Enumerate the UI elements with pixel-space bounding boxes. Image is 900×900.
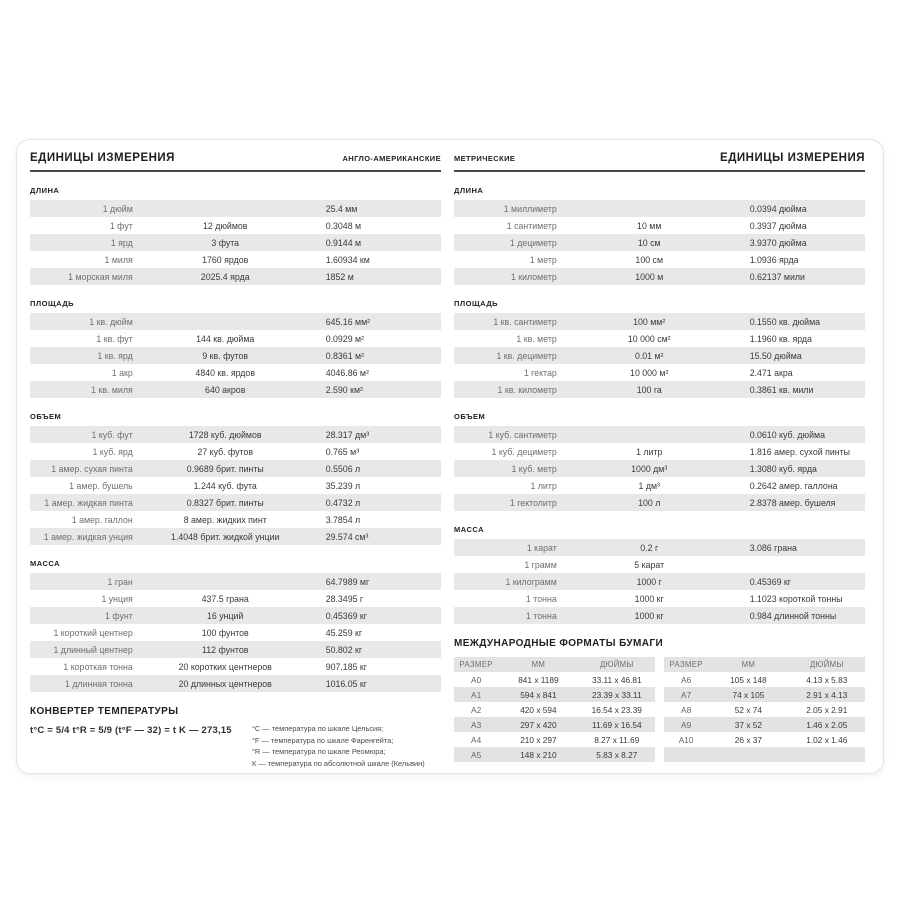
paper-size-cell: A6 (681, 674, 692, 685)
unit-cell: 1 куб. метр (511, 463, 557, 474)
table-row (30, 234, 441, 251)
unit-cell: 1 тонна (525, 610, 557, 621)
table-row (30, 494, 441, 511)
paper-size-cell: A9 (681, 719, 692, 730)
table-row (30, 443, 441, 460)
value-cell: 0.9144 м (325, 237, 362, 248)
units-table (454, 313, 865, 398)
table-row (30, 675, 441, 692)
equivalent-cell: 1000 кг (634, 593, 664, 604)
table-row (30, 330, 441, 347)
unit-cell: 1 карат (526, 542, 557, 553)
units-table (30, 313, 441, 398)
table-row (30, 268, 441, 285)
equivalent-cell: 1 литр (636, 446, 663, 457)
table-row (30, 364, 441, 381)
unit-cell: 1 миллиметр (503, 203, 557, 214)
paper-row (454, 732, 655, 747)
paper-inch-cell: 1.02 x 1.46 (806, 734, 848, 745)
section-title: МАССА (30, 559, 61, 568)
value-cell: 0.2642 амер. галлона (749, 480, 838, 491)
table-row (454, 477, 865, 494)
paper-inch-cell: 5.83 x 8.27 (596, 749, 638, 760)
equivalent-cell: 27 куб. футов (197, 446, 254, 457)
paper-inch-cell: 11.69 x 16.54 (591, 719, 642, 730)
paper-size-cell: A1 (471, 689, 482, 700)
units-table (30, 573, 441, 692)
table-row (454, 539, 865, 556)
unit-cell: 1 гектолитр (509, 497, 557, 508)
paper-inch-cell: 16.54 x 23.39 (591, 704, 642, 715)
value-cell: 1.0936 ярда (749, 254, 799, 265)
table-row (30, 607, 441, 624)
value-cell: 28.3495 г (325, 593, 364, 604)
equivalent-cell: 2025.4 ярда (200, 271, 250, 282)
paper-table-a6-a10 (664, 657, 865, 762)
paper-size-cell: A10 (678, 734, 694, 745)
table-row (30, 658, 441, 675)
temperature-converter-title: КОНВЕРТЕР ТЕМПЕРАТУРЫ (30, 706, 179, 717)
equivalent-cell: 1.4048 брит. жидкой унции (171, 531, 280, 542)
value-cell: 0.62137 мили (749, 271, 805, 282)
unit-cell: 1 кв. миля (91, 384, 133, 395)
table-row (454, 200, 865, 217)
equivalent-cell: 112 фунтов (202, 644, 249, 655)
units-table (454, 539, 865, 624)
paper-inch-cell: 1.46 x 2.05 (806, 719, 848, 730)
equivalent-cell: 0.8327 брит. пинты (186, 497, 264, 508)
paper-mm-cell: 26 x 37 (734, 734, 763, 745)
unit-cell: 1 куб. сантиметр (488, 429, 557, 440)
value-cell: 0.0394 дюйма (749, 203, 807, 214)
header-rule (454, 170, 865, 172)
value-cell: 1.60934 км (325, 254, 370, 265)
value-cell: 0.3861 кв. мили (749, 384, 814, 395)
value-cell: 0.3048 м (325, 220, 362, 231)
paper-header-cell: ДЮЙМЫ (809, 660, 844, 669)
equivalent-cell: 10 см (637, 237, 661, 248)
table-row (454, 217, 865, 234)
legend-line: К — температура по абсолютной шкале (Кельвин) (251, 758, 425, 768)
table-row (454, 381, 865, 398)
section (454, 186, 865, 285)
table-row (30, 511, 441, 528)
value-cell: 1.1023 короткой тонны (749, 593, 843, 604)
equivalent-cell: 1728 куб. дюймов (188, 429, 262, 440)
temperature-converter-body (30, 725, 441, 769)
unit-cell: 1 литр (530, 480, 557, 491)
units-table (30, 426, 441, 545)
section (30, 186, 441, 285)
header-rule (30, 170, 441, 172)
unit-cell: 1 кв. дюйм (89, 316, 133, 327)
paper-row (664, 732, 865, 747)
paper-row (664, 717, 865, 732)
table-row (454, 268, 865, 285)
right-page-header (454, 150, 865, 164)
paper-row (454, 702, 655, 717)
table-row (454, 330, 865, 347)
unit-cell: 1 кв. сантиметр (493, 316, 557, 327)
equivalent-cell: 5 карат (634, 559, 665, 570)
value-cell: 45.259 кг (325, 627, 363, 638)
section-title: ОБЪЕМ (454, 412, 486, 421)
units-table (30, 200, 441, 285)
table-row (30, 381, 441, 398)
paper-row (664, 747, 865, 762)
paper-mm-cell: 594 x 841 (520, 689, 557, 700)
page-subtitle-anglo-american: АНГЛО-АМЕРИКАНСКИЕ (342, 154, 441, 163)
left-sections (30, 186, 441, 692)
unit-cell: 1 амер. галлон (71, 514, 133, 525)
legend-line: °R — температура по шкале Реомюра; (251, 747, 386, 756)
unit-cell: 1 унция (101, 593, 133, 604)
temperature-formula: t°C = 5/4 t°R = 5/9 (t°F — 32) = t K — 273,15 (30, 725, 232, 736)
equivalent-cell: 3 фута (211, 237, 240, 248)
planner-spread (16, 139, 884, 774)
unit-cell: 1 короткий центнер (53, 627, 133, 638)
paper-inch-cell: 23.39 x 33.11 (591, 689, 642, 700)
paper-header-cell: РАЗМЕР (669, 660, 703, 669)
value-cell: 64.7989 мг (325, 576, 370, 587)
paper-formats-title: МЕЖДУНАРОДНЫЕ ФОРМАТЫ БУМАГИ (454, 638, 664, 649)
unit-cell: 1 ярд (110, 237, 133, 248)
unit-cell: 1 гран (107, 576, 133, 587)
table-row (30, 217, 441, 234)
paper-formats-tables (454, 657, 865, 762)
equivalent-cell: 4840 кв. ярдов (195, 367, 255, 378)
paper-mm-cell: 148 x 210 (520, 749, 557, 760)
value-cell: 1.816 амер. сухой пинты (749, 446, 850, 457)
value-cell: 2.590 км² (325, 384, 363, 395)
paper-row (664, 702, 865, 717)
value-cell: 0.0610 куб. дюйма (749, 429, 825, 440)
value-cell: 1.1960 кв. ярда (749, 333, 812, 344)
table-row (454, 251, 865, 268)
value-cell: 4046.86 м² (325, 367, 369, 378)
value-cell: 35.239 л (325, 480, 361, 491)
unit-cell: 1 длинный центнер (53, 644, 133, 655)
equivalent-cell: 1000 м (635, 271, 664, 282)
paper-table-a0-a5 (454, 657, 655, 762)
paper-size-cell: A3 (471, 719, 482, 730)
section-title: МАССА (454, 525, 485, 534)
table-row (454, 364, 865, 381)
page-right (454, 150, 865, 765)
table-row (454, 590, 865, 607)
unit-cell: 1 амер. бушель (69, 480, 133, 491)
equivalent-cell: 1000 г (636, 576, 662, 587)
equivalent-cell: 1760 ярдов (202, 254, 249, 265)
equivalent-cell: 16 унций (207, 610, 244, 621)
value-cell: 2.8378 амер. бушеля (749, 497, 836, 508)
unit-cell: 1 фунт (104, 610, 133, 621)
temperature-converter (30, 706, 441, 769)
value-cell: 0.45369 кг (325, 610, 367, 621)
value-cell: 907.185 кг (325, 661, 367, 672)
equivalent-cell: 9 кв. футов (202, 350, 249, 361)
unit-cell: 1 кв. дециметр (496, 350, 557, 361)
equivalent-cell: 10 000 см² (627, 333, 671, 344)
value-cell: 2.471 акра (749, 367, 793, 378)
equivalent-cell: 437.5 грана (201, 593, 249, 604)
paper-mm-cell: 420 x 594 (520, 704, 557, 715)
unit-cell: 1 куб. дециметр (491, 446, 557, 457)
units-table (454, 426, 865, 511)
paper-size-cell: A0 (471, 674, 482, 685)
table-row (30, 460, 441, 477)
value-cell: 0.0929 м² (325, 333, 365, 344)
legend-line: °C — температура по шкале Цельсия; (251, 724, 384, 733)
table-row (30, 624, 441, 641)
page-subtitle-metric: МЕТРИЧЕСКИЕ (454, 154, 516, 163)
value-cell: 3.7854 л (325, 514, 361, 525)
unit-cell: 1 амер. жидкая унция (43, 531, 133, 542)
unit-cell: 1 кв. фут (96, 333, 133, 344)
section (454, 299, 865, 398)
value-cell: 1016.05 кг (325, 678, 367, 689)
temperature-legend (252, 723, 441, 769)
table-row (30, 477, 441, 494)
left-page-header (30, 150, 441, 164)
paper-inch-cell: 8.27 x 11.69 (594, 734, 640, 745)
table-row (30, 313, 441, 330)
value-cell: 0.4732 л (325, 497, 361, 508)
section-title: ДЛИНА (454, 186, 484, 195)
unit-cell: 1 килограмм (505, 576, 557, 587)
paper-header-row (454, 657, 655, 672)
unit-cell: 1 короткая тонна (63, 661, 133, 672)
table-row (454, 573, 865, 590)
section (454, 525, 865, 624)
paper-inch-cell: 4.13 x 5.83 (806, 674, 848, 685)
table-row (454, 460, 865, 477)
paper-size-cell: A2 (471, 704, 482, 715)
paper-mm-cell: 297 x 420 (520, 719, 557, 730)
paper-row (664, 672, 865, 687)
table-row (30, 573, 441, 590)
paper-size-cell: A4 (471, 734, 482, 745)
paper-size-cell: A5 (471, 749, 482, 760)
equivalent-cell: 144 кв. дюйма (196, 333, 255, 344)
paper-header-cell: РАЗМЕР (459, 660, 493, 669)
paper-mm-cell: 105 x 148 (730, 674, 767, 685)
table-row (454, 313, 865, 330)
page-title: ЕДИНИЦЫ ИЗМЕРЕНИЯ (720, 152, 865, 164)
table-row (30, 251, 441, 268)
value-cell: 29.574 см³ (325, 531, 369, 542)
equivalent-cell: 1000 кг (634, 610, 664, 621)
value-cell: 0.5506 л (325, 463, 361, 474)
unit-cell: 1 километр (510, 271, 557, 282)
unit-cell: 1 гектар (523, 367, 557, 378)
equivalent-cell: 100 га (636, 384, 662, 395)
value-cell: 0.8361 м² (325, 350, 365, 361)
unit-cell: 1 дюйм (102, 203, 133, 214)
section-title: ПЛОЩАДЬ (454, 299, 499, 308)
paper-header-cell: ДЮЙМЫ (599, 660, 634, 669)
unit-cell: 1 тонна (525, 593, 557, 604)
equivalent-cell: 12 дюймов (202, 220, 248, 231)
unit-cell: 1 амер. жидкая пинта (44, 497, 133, 508)
paper-inch-cell: 33.11 x 46.81 (591, 674, 642, 685)
paper-inch-cell: 2.91 x 4.13 (806, 689, 848, 700)
equivalent-cell: 1000 дм³ (631, 463, 668, 474)
paper-size-cell: A8 (681, 704, 692, 715)
value-cell: 3.9370 дюйма (749, 237, 807, 248)
section (30, 412, 441, 545)
table-row (454, 607, 865, 624)
value-cell: 25.4 мм (325, 203, 358, 214)
equivalent-cell: 0.01 м² (634, 350, 664, 361)
table-row (454, 347, 865, 364)
equivalent-cell: 100 фунтов (201, 627, 249, 638)
table-row (454, 443, 865, 460)
unit-cell: 1 длинная тонна (64, 678, 133, 689)
paper-row (454, 672, 655, 687)
value-cell: 0.1550 кв. дюйма (749, 316, 821, 327)
unit-cell: 1 фут (109, 220, 133, 231)
paper-mm-cell: 210 x 297 (520, 734, 557, 745)
equivalent-cell: 100 мм² (633, 316, 666, 327)
unit-cell: 1 куб. фут (91, 429, 133, 440)
unit-cell: 1 акр (111, 367, 133, 378)
unit-cell: 1 амер. сухая пинта (51, 463, 133, 474)
paper-mm-cell: 841 x 1189 (518, 674, 559, 685)
equivalent-cell: 0.9689 брит. пинты (186, 463, 264, 474)
equivalent-cell: 20 коротких центнеров (178, 661, 272, 672)
section-title: ДЛИНА (30, 186, 60, 195)
unit-cell: 1 куб. ярд (92, 446, 133, 457)
value-cell: 15.50 дюйма (749, 350, 802, 361)
paper-row (454, 717, 655, 732)
equivalent-cell: 1 дм³ (638, 480, 660, 491)
paper-header-row (664, 657, 865, 672)
table-row (30, 590, 441, 607)
paper-mm-cell: 37 x 52 (734, 719, 763, 730)
table-row (454, 556, 865, 573)
section-title: ПЛОЩАДЬ (30, 299, 75, 308)
value-cell: 50.802 кг (325, 644, 363, 655)
equivalent-cell: 640 акров (205, 384, 246, 395)
table-row (454, 234, 865, 251)
unit-cell: 1 сантиметр (506, 220, 557, 231)
right-sections (454, 186, 865, 624)
unit-cell: 1 кв. ярд (97, 350, 133, 361)
section (454, 412, 865, 511)
paper-row (454, 687, 655, 702)
paper-mm-cell: 52 x 74 (734, 704, 763, 715)
section (30, 559, 441, 692)
equivalent-cell: 10 000 м² (630, 367, 669, 378)
equivalent-cell: 0.2 г (640, 542, 659, 553)
equivalent-cell: 8 амер. жидких пинт (183, 514, 267, 525)
paper-formats (454, 638, 865, 762)
paper-row (664, 687, 865, 702)
value-cell: 0.45369 кг (749, 576, 791, 587)
table-row (454, 426, 865, 443)
value-cell: 645.16 мм² (325, 316, 371, 327)
table-row (30, 200, 441, 217)
table-row (30, 528, 441, 545)
equivalent-cell: 20 длинных центнеров (178, 678, 272, 689)
unit-cell: 1 кв. километр (497, 384, 557, 395)
units-table (454, 200, 865, 285)
paper-row (454, 747, 655, 762)
unit-cell: 1 дециметр (509, 237, 557, 248)
table-row (454, 494, 865, 511)
legend-line: °F — температура по шкале Фаренгейта; (251, 735, 394, 745)
unit-cell: 1 грамм (524, 559, 557, 570)
equivalent-cell: 100 см (635, 254, 663, 265)
section (30, 299, 441, 398)
table-row (30, 641, 441, 658)
section-title: ОБЪЕМ (30, 412, 62, 421)
unit-cell: 1 миля (104, 254, 133, 265)
table-row (30, 347, 441, 364)
paper-header-cell: ММ (741, 660, 756, 669)
page-left (30, 150, 441, 768)
value-cell: 1852 м (325, 271, 354, 282)
equivalent-cell: 1.244 куб. фута (193, 480, 257, 491)
value-cell: 3.086 грана (749, 542, 797, 553)
table-row (30, 426, 441, 443)
value-cell: 0.3937 дюйма (749, 220, 807, 231)
paper-size-cell: A7 (681, 689, 692, 700)
paper-mm-cell: 74 x 105 (732, 689, 765, 700)
paper-header-cell: ММ (531, 660, 546, 669)
page-title: ЕДИНИЦЫ ИЗМЕРЕНИЯ (30, 152, 175, 164)
paper-inch-cell: 2.05 x 2.91 (806, 704, 848, 715)
value-cell: 1.3080 куб. ярда (749, 463, 817, 474)
value-cell: 28.317 дм³ (325, 429, 370, 440)
equivalent-cell: 100 л (638, 497, 661, 508)
equivalent-cell: 10 мм (637, 220, 662, 231)
value-cell: 0.984 длинной тонны (749, 610, 837, 621)
unit-cell: 1 кв. метр (516, 333, 557, 344)
unit-cell: 1 морская миля (68, 271, 133, 282)
unit-cell: 1 метр (529, 254, 557, 265)
value-cell: 0.765 м³ (325, 446, 360, 457)
